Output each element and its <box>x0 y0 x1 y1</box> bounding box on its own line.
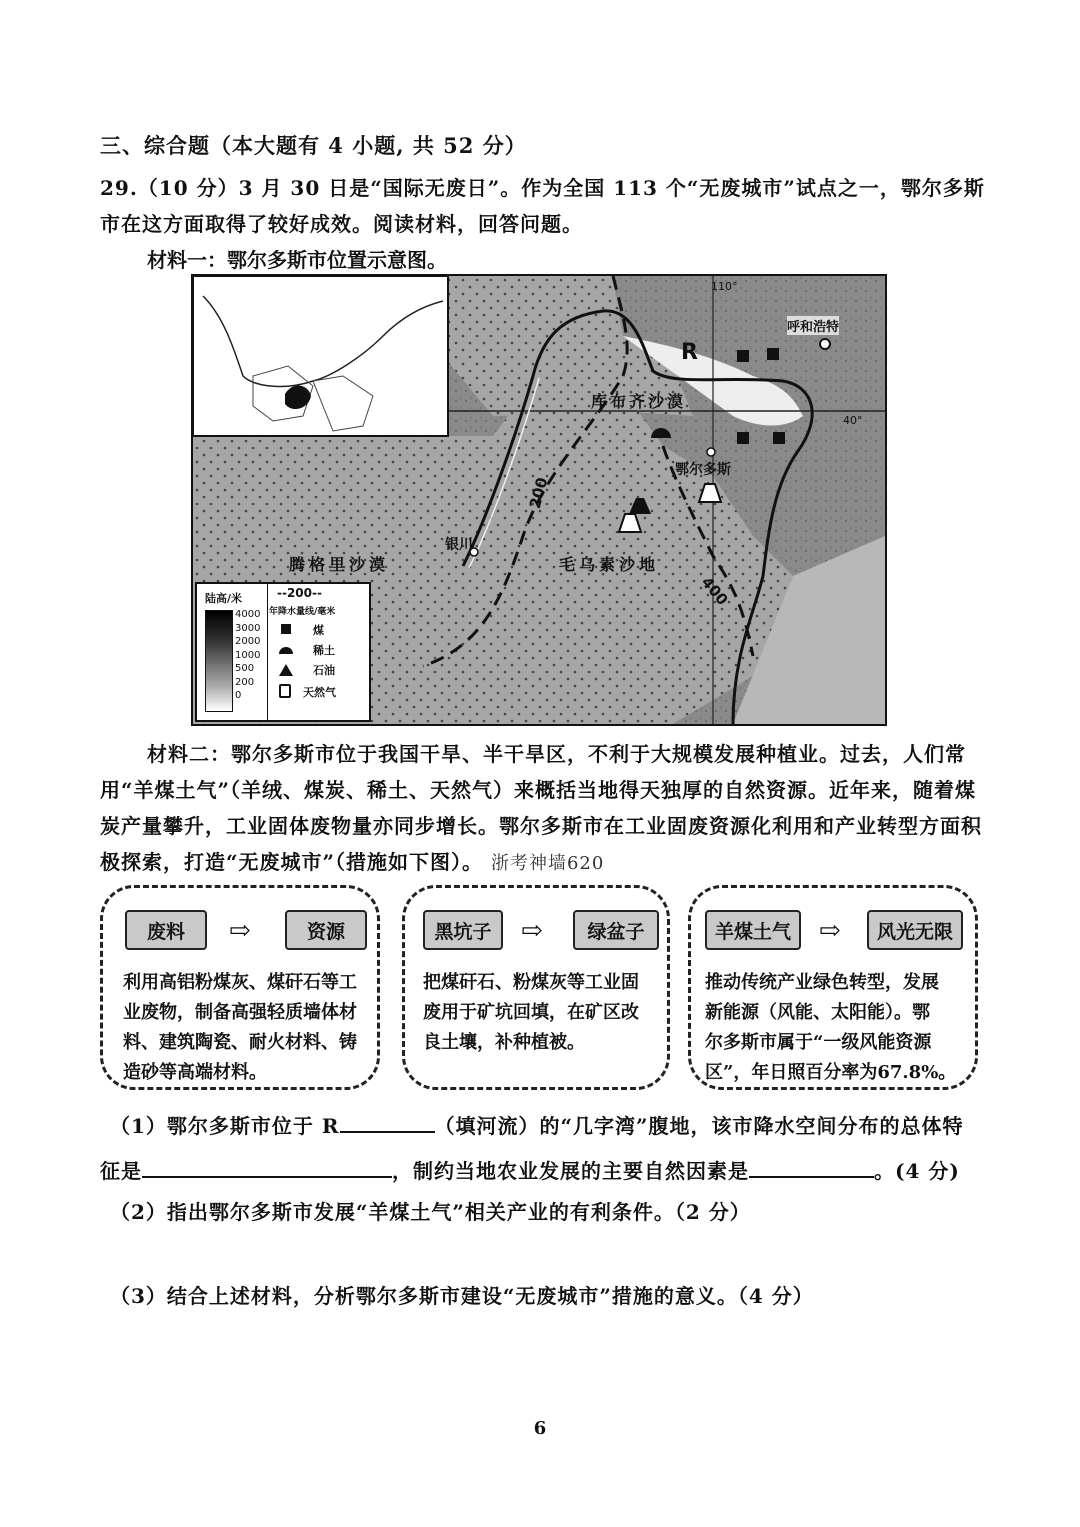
lat40-label: 40° <box>843 414 863 427</box>
material2-text: 材料二：鄂尔多斯市位于我国干旱、半干旱区，不利于大规模发展种植业。过去，人们常用“羊煤土气”（羊绒、煤炭、稀土、天然气）来概括当地得天独厚的自然资源。近年来，随着煤炭产量攀升，工业固体废物量亦同步增长。鄂尔多斯市在工业固废资源化利用和产业转型方面积极探索，打造“无废城市”（措施如下图）。 浙考神墙620 <box>100 742 982 874</box>
legend-iso-title: 年降水量线/毫米 <box>269 607 336 617</box>
iso400-label: 400 <box>697 573 732 609</box>
map-legend <box>195 582 371 722</box>
box3-to-tag: 风光无限 <box>867 910 963 950</box>
q1-line2: 征是 ，制约当地农业发展的主要自然因素是 。(4 分) <box>100 1155 960 1184</box>
section-title: 三、综合题（本大题有 4 小题, 共 52 分） <box>100 133 527 158</box>
iso200-label: 200 <box>525 475 552 511</box>
arrow-icon: ⇨ <box>521 916 543 946</box>
legend-natural-gas: 天然气 <box>303 686 336 699</box>
box3-from-tag: 羊煤土气 <box>705 910 801 950</box>
rare-earth-icon <box>279 647 293 654</box>
box2-to-tag: 绿盆子 <box>573 910 659 950</box>
yinchuan-label: 银川 <box>445 537 473 553</box>
coal-icon <box>281 624 291 634</box>
legend-elev-bar <box>205 610 233 712</box>
box1-to-tag: 资源 <box>285 910 367 950</box>
ordos-label: 鄂尔多斯 <box>675 462 731 478</box>
material1-caption: 材料一：鄂尔多斯市位置示意图。 <box>147 248 447 272</box>
q1-blank-river[interactable] <box>340 1111 435 1133</box>
measure-box-2 <box>402 885 670 1090</box>
lon110-label: 110° <box>711 280 738 293</box>
q1-line1: （1）鄂尔多斯市位于 R （填河流）的“几字湾”腹地，该市降水空间分布的总体特 <box>110 1110 964 1139</box>
inline-watermark: 浙考神墙620 <box>490 853 605 874</box>
tengger-label: 腾格里沙漠 <box>289 555 390 574</box>
q3-line: （3）结合上述材料，分析鄂尔多斯市建设“无废城市”措施的意义。（4 分） <box>110 1284 814 1308</box>
box1-text: 利用高铝粉煤灰、煤矸石等工 业废物，制备高强轻质墙体材 料、建筑陶瓷、耐火材料、铸 造砂等高端材料。 <box>123 972 357 1083</box>
natural-gas-icon <box>279 684 291 698</box>
arrow-icon: ⇨ <box>819 916 841 946</box>
measure-box-3 <box>688 885 978 1090</box>
q1-blank-precip[interactable] <box>142 1156 392 1178</box>
hohhot-label: 呼和浩特 <box>787 316 839 335</box>
box3-text: 推动传统产业绿色转型，发展 新能源（风能、太阳能）。鄂 尔多斯市属于“一级风能资源 区”，年日照百分率为67.8%。 <box>705 972 957 1083</box>
r-river-label: R <box>681 340 698 365</box>
legend-iso-sample: --200-- <box>277 586 322 600</box>
box1-from-tag: 废料 <box>125 910 207 950</box>
legend-elev-values: 4000 3000 2000 1000 500 200 0 <box>235 609 261 701</box>
legend-coal: 煤 <box>313 624 324 637</box>
question-intro: 29.（10 分）3 月 30 日是“国际无废日”。作为全国 113 个“无废城市”试点之一，鄂尔多斯市在这方面取得了较好成效。阅读材料，回答问题。 <box>100 176 985 236</box>
kubuqi-label: 库布齐沙漠 <box>591 392 687 411</box>
oil-icon <box>279 664 293 676</box>
arrow-icon: ⇨ <box>229 916 251 946</box>
muus-label: 毛乌素沙地 <box>559 555 660 574</box>
q2-line: （2）指出鄂尔多斯市发展“羊煤土气”相关产业的有利条件。（2 分） <box>110 1200 751 1224</box>
page-number: 6 <box>533 1418 547 1439</box>
box2-text: 把煤矸石、粉煤灰等工业固 废用于矿坑回填，在矿区改 良土壤，补种植被。 <box>423 972 639 1053</box>
box2-from-tag: 黑坑子 <box>423 910 503 950</box>
legend-rare-earth: 稀土 <box>313 644 335 657</box>
q1-blank-factor[interactable] <box>749 1156 874 1178</box>
measure-box-1 <box>100 885 380 1090</box>
location-map <box>191 274 887 726</box>
legend-oil: 石油 <box>313 664 335 677</box>
legend-elev-title: 陆高/米 <box>205 592 243 605</box>
